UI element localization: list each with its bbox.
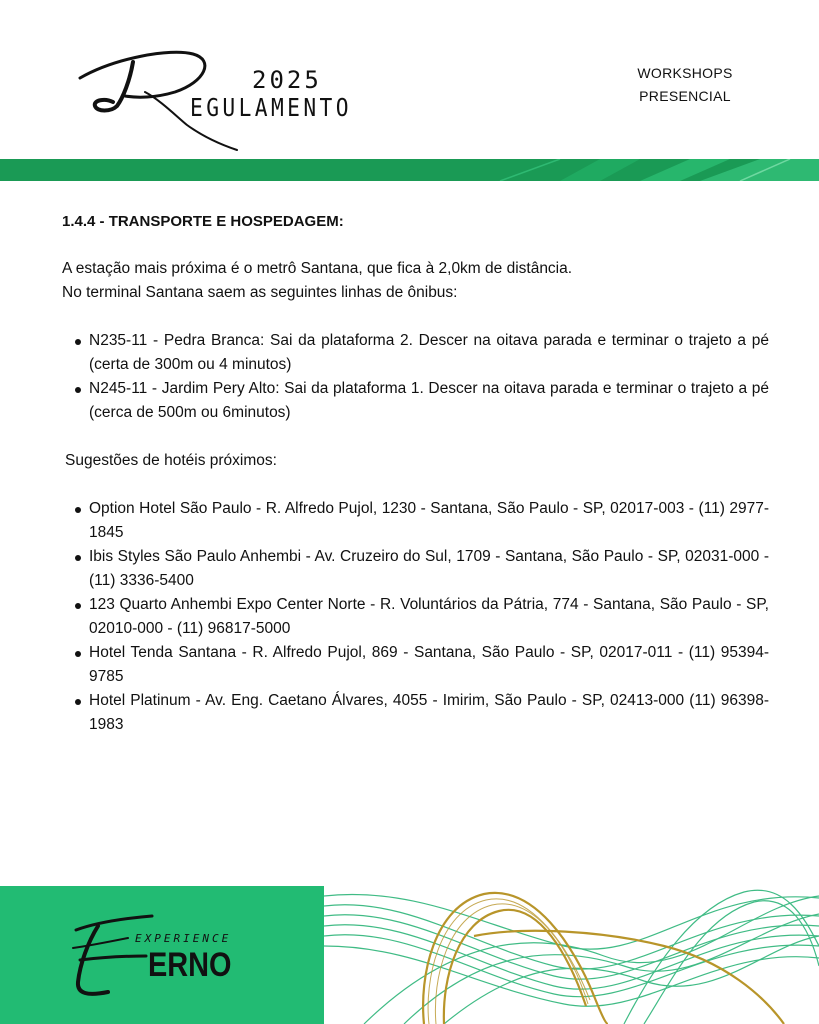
bus-lines-list: [62, 329, 769, 425]
footer-wave-art: [324, 886, 819, 1024]
intro-line-1: A estação mais próxima é o metrô Santana, que fica à 2,0km de distância.: [62, 260, 573, 277]
header-right-label: [590, 62, 780, 108]
page-footer: [0, 886, 819, 1024]
logo-word: EGULAMENTO: [190, 93, 352, 122]
logo-year: 2025: [252, 66, 322, 94]
hotels-list: [62, 497, 769, 737]
list-item: 123 Quarto Anhembi Expo Center Norte - R. Voluntários da Pátria, 774 - Santana, São Paulo - SP, 02010-000 - (11) 96817-5000: [89, 593, 769, 641]
document-body: [62, 210, 769, 737]
footer-green-panel: [0, 886, 324, 1024]
footer-logo-top: EXPERIENCE: [135, 932, 232, 945]
header-green-band: [0, 159, 819, 181]
list-item: N245-11 - Jardim Pery Alto: Sai da plataforma 1. Descer na oitava parada e terminar o trajeto a pé (cerca de 500m ou 6minutos): [89, 377, 769, 425]
section-title: 1.4.4 - TRANSPORTE E HOSPEDAGEM:: [62, 213, 344, 230]
footer-logo-bottom: ERNO: [148, 946, 232, 984]
list-item: Option Hotel São Paulo - R. Alfredo Pujol, 1230 - Santana, São Paulo - SP, 02017-003 - (11) 2977-1845: [89, 497, 769, 545]
header-right-line2: PRESENCIAL: [639, 88, 731, 104]
page-header: [0, 0, 819, 160]
list-item: Hotel Tenda Santana - R. Alfredo Pujol, 869 - Santana, São Paulo - SP, 02017-011 - (11) 95394-9785: [89, 641, 769, 689]
eterno-script-e-icon: [68, 912, 158, 1007]
header-right-line1: WORKSHOPS: [637, 65, 733, 81]
list-item: N235-11 - Pedra Branca: Sai da plataforma 2. Descer na oitava parada e terminar o trajeto a pé (certa de 300m ou 4 minutos): [89, 329, 769, 377]
list-item: Hotel Platinum - Av. Eng. Caetano Álvares, 4055 - Imirim, São Paulo - SP, 02413-000 (11) 96398-1983: [89, 689, 769, 737]
hotels-intro: Sugestões de hotéis próximos:: [65, 452, 277, 469]
list-item: Ibis Styles São Paulo Anhembi - Av. Cruzeiro do Sul, 1709 - Santana, São Paulo - SP, 02031-000 - (11) 3336-5400: [89, 545, 769, 593]
intro-line-2: No terminal Santana saem as seguintes linhas de ônibus:: [62, 284, 458, 301]
